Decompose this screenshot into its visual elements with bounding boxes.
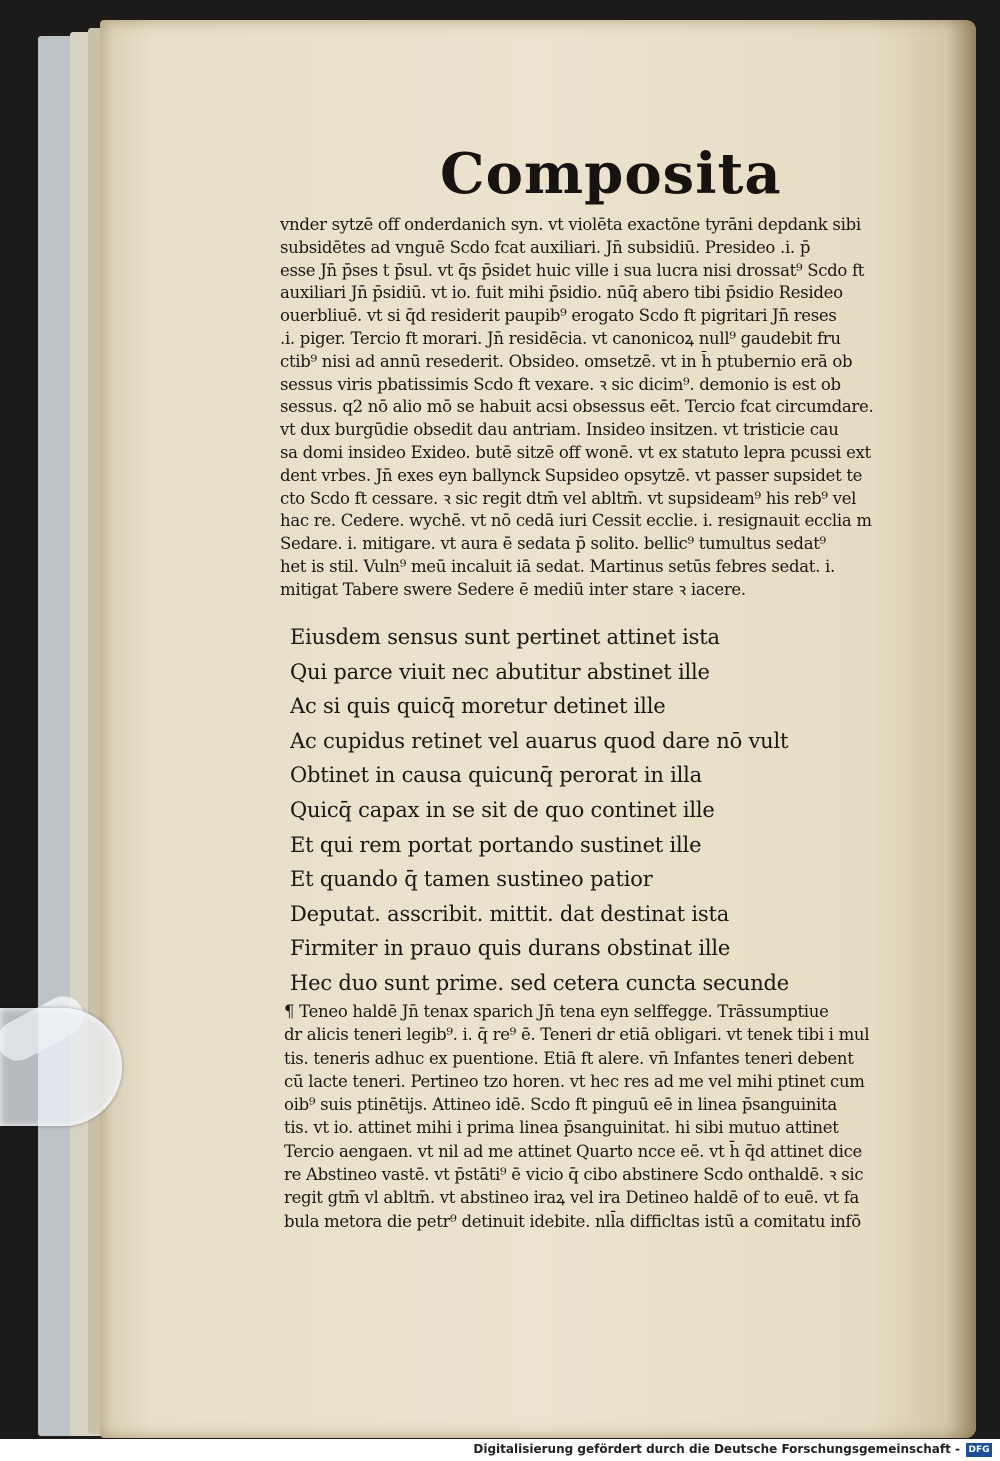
gloss-line: auxiliari Jn̄ p̄sidiū. vt io. fuit mihi p̄sidio. nūq̄ abero tibi p̄sidio Resideo — [280, 283, 843, 303]
gloss-line: Sedare. i. mitigare. vt aura ē sedata p̄ solito. bellic⁹ tumultus sedat⁹ — [280, 534, 826, 554]
gloss-line: esse Jn̄ p̄ses t p̄sul. vt q̄s p̄sidet huic ville i sua lucra nisi drossat⁹ Scdo ft — [280, 260, 865, 280]
verse-line: Firmiter in prauo quis durans obstinat ille — [290, 936, 731, 961]
page-title: Composita — [440, 141, 782, 207]
commentary-line: bula metora die petr⁹ detinuit idebite. nll̄a difficltas istū a comitatu infō — [284, 1211, 861, 1231]
verse-line: Et quando q̄ tamen sustineo patior — [290, 867, 653, 892]
gloss-line: sessus viris pbatissimis Scdo ft vexare. ꝛ sic dicim⁹. demonio is est ob — [280, 374, 841, 394]
verse-line: Qui parce viuit nec abutitur abstinet ille — [290, 659, 710, 684]
commentary-line: tis. teneris adhuc ex puentione. Etiā ft alere. vn̄ Infantes teneri debent — [284, 1048, 854, 1068]
footer-bar — [0, 1439, 1000, 1461]
commentary-line: regit gtm̄ vl abltm̄. vt abstineo iraꝝ vel ira Detineo haldē of to euē. vt fa — [284, 1188, 860, 1208]
dfg-logo: DFG — [966, 1443, 992, 1457]
gloss-paragraph — [280, 214, 910, 602]
funding-credit: Digitalisierung gefördert durch die Deutsche Forschungsgemeinschaft - — [473, 1442, 960, 1456]
commentary-line: re Abstineo vastē. vt p̄stāti⁹ ē vicio q̄ cibo abstinere Scdo onthaldē. ꝛ sic — [284, 1165, 864, 1185]
verse-line: Et qui rem portat portando sustinet ille — [290, 832, 702, 857]
commentary-line: oib⁹ suis ptinētijs. Attineo idē. Scdo ft pinguū eē in linea p̄sanguinita — [284, 1095, 837, 1115]
gloss-line: het is stil. Vuln⁹ meū incaluit iā sedat. Martinus setūs febres sedat. i. — [280, 556, 835, 576]
gloss-line: sa domi insideo Exideo. butē sitzē off wonē. vt ex statuto lepra pcussi ext — [280, 442, 871, 462]
commentary-line: ¶ Teneo haldē Jn̄ tenax sparich Jn̄ tena eyn selffegge. Trāssumptiue — [284, 1002, 829, 1021]
gloss-line: vt dux burgūdie obsedit dau antriam. Insideo insitzen. vt tristicie cau — [280, 420, 839, 440]
gloss-line: ouerbliuē. vt si q̄d residerit paupib⁹ erogato Scdo ft pigritari Jn̄ reses — [280, 306, 837, 326]
gloss-line: .i. piger. Tercio ft morari. Jn̄ residēcia. vt canonicoꝝ null⁹ gaudebit fru — [280, 328, 841, 348]
gloss-line: ctib⁹ nisi ad annū resederit. Obsideo. omsetzē. vt in h̄ ptubernio erā ob — [280, 351, 853, 371]
gloss-line: vnder sytzē off onderdanich syn. vt violēta exactōne tyrāni depdank sibi — [280, 215, 861, 234]
verse-line: Eiusdem sensus sunt pertinet attinet ista — [290, 625, 720, 649]
verse-line: Obtinet in causa quicunq̄ perorat in illa — [290, 763, 703, 788]
commentary-paragraph — [284, 1000, 909, 1233]
gloss-line: hac re. Cedere. wychē. vt nō cedā iuri Cessit ecclie. i. resignauit ecclia m — [280, 511, 872, 531]
gloss-line: dent vrbes. Jn̄ exes eyn ballynck Supsideo opsytzē. vt passer supsidet te — [280, 465, 863, 485]
gloss-line: mitigat Tabere swere Sedere ē mediū inter stare ꝛ iacere. — [280, 579, 746, 599]
verse-line: Quicq̄ capax in se sit de quo continet ille — [290, 797, 715, 822]
plastic-page-clip — [0, 1008, 122, 1126]
commentary-line: cū lacte teneri. Pertineo tzo horen. vt hec res ad me vel mihi ptinet cum — [284, 1071, 865, 1091]
verse-line: Ac cupidus retinet vel auarus quod dare nō vult — [290, 728, 789, 753]
verse-line: Ac si quis quicq̄ moretur detinet ille — [290, 694, 666, 719]
verse-line: Deputat. asscribit. mittit. dat destinat ista — [290, 901, 730, 926]
page-gutter-shadow — [946, 20, 976, 1438]
commentary-line: dr alicis teneri legib⁹. i. q̄ re⁹ ē. Teneri dr etiā obligari. vt tenek tibi i mul — [284, 1025, 870, 1045]
verse-line: Hec duo sunt prime. sed cetera cuncta secunde — [290, 970, 789, 995]
gloss-line: cto Scdo ft cessare. ꝛ sic regit dtm̄ vel abltm̄. vt supsideam⁹ his reb⁹ vel — [280, 488, 857, 508]
commentary-line: Tercio aengaen. vt nil ad me attinet Quarto ncce eē. vt h̄ q̄d attinet dice — [284, 1141, 862, 1161]
gloss-line: sessus. q2 nō alio mō se habuit acsi obsessus eēt. Tercio fcat circumdare. — [280, 397, 874, 417]
gloss-line: subsidētes ad vnguē Scdo fcat auxiliari. Jn̄ subsidiū. Presideo .i. p̄ — [280, 237, 811, 257]
commentary-line: tis. vt io. attinet mihi i prima linea p̄sanguinitat. hi sibi mutuo attinet — [284, 1118, 839, 1138]
verse-block — [290, 620, 850, 1001]
